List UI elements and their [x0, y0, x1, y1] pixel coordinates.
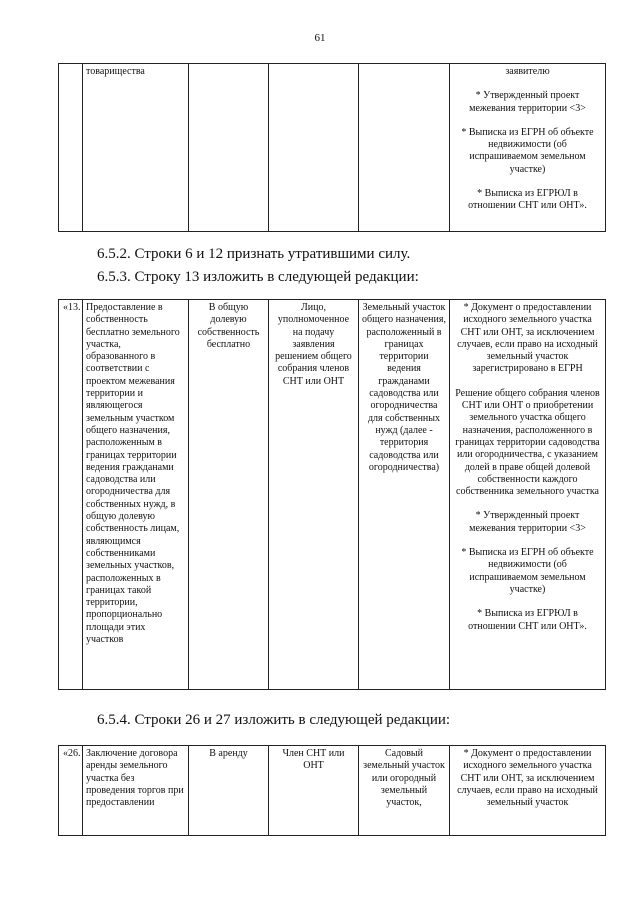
cell-right-type: [189, 64, 269, 232]
heading-653: 6.5.3. Строку 13 изложить в следующей редакции:: [97, 269, 419, 285]
doc-paragraph: * Выписка из ЕГРЮЛ в отношении СНТ или ОНТ».: [468, 188, 587, 212]
table-top-fragment: [58, 63, 606, 232]
doc-paragraph: * Документ о предоставлении исходного земельного участка СНТ или ОНТ, за исключением случаев, если право на исходный земельный участок зарегистрировано в ЕГРН: [457, 302, 598, 375]
doc-paragraph: заявителю: [505, 66, 550, 77]
cell-right-type: В аренду: [189, 746, 269, 836]
table-row: [59, 64, 606, 232]
cell-num: «13.: [59, 300, 83, 690]
cell-num: «26.: [59, 746, 83, 836]
doc-paragraph: Решение общего собрания членов СНТ или ОНТ о приобретении земельного участка общего назначения, расположенного в границах территории садоводства или огородничества, с указанием долей в праве общей долевой собственности каждого собственника земельного участка: [455, 387, 600, 498]
doc-paragraph: * Документ о предоставлении исходного земельного участка СНТ или ОНТ, за исключением случаев, если право на исходный земельный участок: [457, 748, 598, 809]
cell-documents: [450, 300, 606, 690]
table-row-13: [58, 299, 606, 690]
cell-service: товарищества: [83, 64, 189, 232]
doc-paragraph: * Выписка из ЕГРЮЛ в отношении СНТ или ОНТ».: [468, 608, 587, 632]
cell-land: Садовый земельный участок или огородный земельный участок,: [359, 746, 450, 836]
cell-documents: [450, 64, 606, 232]
cell-land: [359, 64, 450, 232]
table-row: [59, 300, 606, 690]
cell-documents: [450, 746, 606, 836]
cell-service: Предоставление в собственность бесплатно земельного участка, образованного в соответствии с проектом межевания территории и являющегося земельным участком общего назначения, расположенным в границах территории ведения гражданами садоводства или огородничества для собственных нужд, в общую долевую собственность лицам, являющимся собственниками земельных участков, расположенных в границах такой территории, пропорционально площади этих участков: [83, 300, 189, 690]
cell-right-type: В общую долевую собственность бесплатно: [189, 300, 269, 690]
cell-land: Земельный участок общего назначения, расположенный в границах территории ведения гражданами садоводства или огородничества для собственных нужд (далее - территория садоводства или огородничества): [359, 300, 450, 690]
doc-paragraph: * Выписка из ЕГРН об объекте недвижимости (об испрашиваемом земельном участке): [461, 126, 594, 175]
cell-service: Заключение договора аренды земельного участка без проведения торгов при предоставлении: [83, 746, 189, 836]
table-row-26: [58, 745, 606, 836]
table-row: [59, 746, 606, 836]
cell-applicant: Лицо, уполномоченное на подачу заявления решением общего собрания членов СНТ или ОНТ: [269, 300, 359, 690]
cell-applicant: Член СНТ или ОНТ: [269, 746, 359, 836]
page-number: 61: [314, 32, 326, 44]
cell-num: [59, 64, 83, 232]
heading-654: 6.5.4. Строки 26 и 27 изложить в следующей редакции:: [97, 712, 451, 728]
doc-paragraph: * Утвержденный проект межевания территории <3>: [469, 90, 586, 114]
doc-paragraph: * Утвержденный проект межевания территории <3>: [469, 510, 586, 534]
doc-paragraph: * Выписка из ЕГРН об объекте недвижимости (об испрашиваемом земельном участке): [461, 547, 594, 595]
heading-652: 6.5.2. Строки 6 и 12 признать утратившими силу.: [97, 246, 411, 262]
cell-applicant: [269, 64, 359, 232]
